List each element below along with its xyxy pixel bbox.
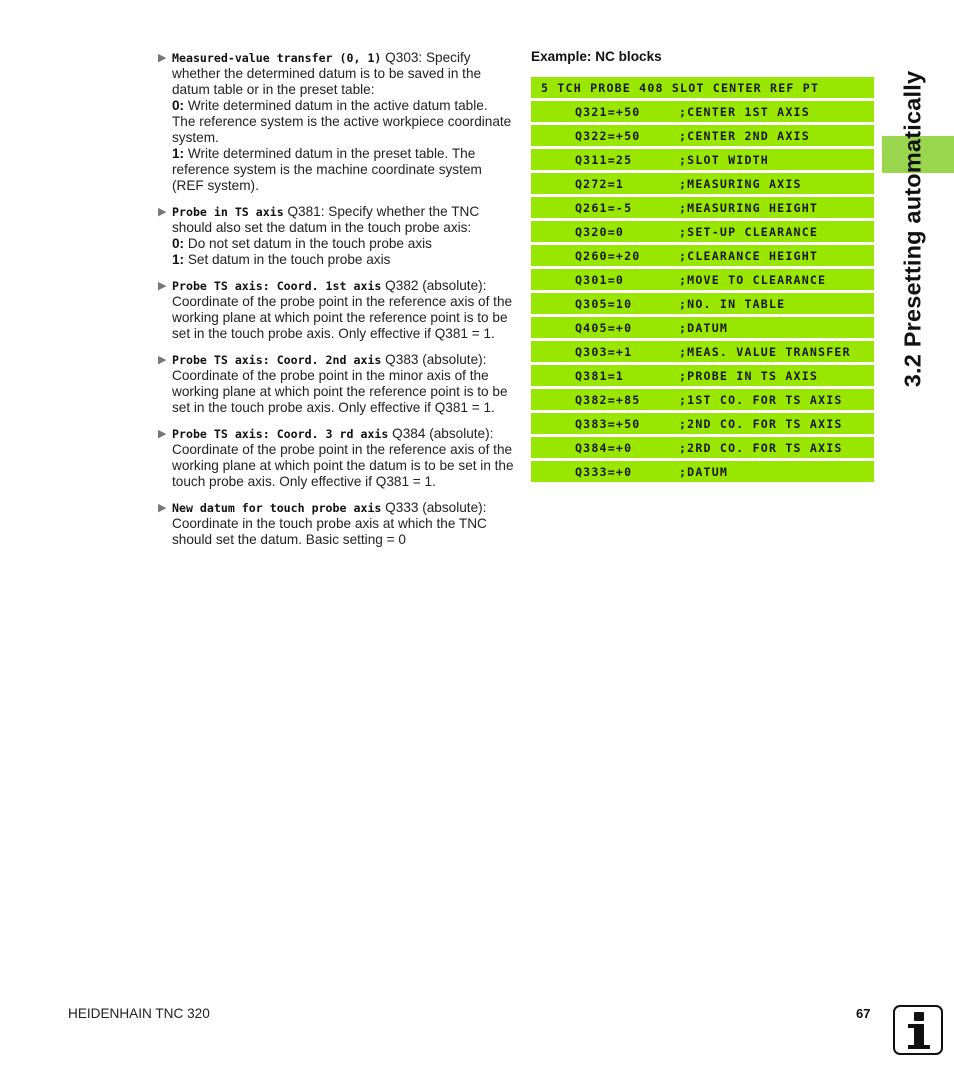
nc-parameter: Q303=+1 xyxy=(575,344,633,359)
nc-parameter: Q384=+0 xyxy=(575,440,633,455)
nc-line xyxy=(531,341,874,362)
nc-comment: ;MEAS. VALUE TRANSFER xyxy=(679,344,851,359)
nc-line xyxy=(531,125,874,146)
nc-line xyxy=(531,461,874,482)
parameter-text: Set datum in the touch probe axis xyxy=(184,252,391,267)
parameter-text: Write determined datum in the active datum table. The reference system is the active workpiece coordinate system. xyxy=(172,98,512,145)
parameter-list xyxy=(158,50,514,558)
nc-parameter: Q301=0 xyxy=(575,272,625,287)
nc-comment: ;DATUM xyxy=(679,464,729,479)
nc-line xyxy=(531,245,874,266)
nc-comment: ;1ST CO. FOR TS AXIS xyxy=(679,392,843,407)
nc-line xyxy=(531,173,874,194)
parameter-line xyxy=(172,278,514,342)
nc-comment: ;PROBE IN TS AXIS xyxy=(679,368,819,383)
nc-comment: ;NO. IN TABLE xyxy=(679,296,786,311)
nc-line xyxy=(531,293,874,314)
parameter-item xyxy=(158,352,514,416)
nc-line xyxy=(531,413,874,434)
nc-comment: ;DATUM xyxy=(679,320,729,335)
nc-comment: ;SET-UP CLEARANCE xyxy=(679,224,819,239)
triangle-right-icon: ▶ xyxy=(158,52,167,64)
parameter-text: Write determined datum in the preset table. The reference system is the machine coordinate system (REF system). xyxy=(172,146,482,193)
triangle-right-icon: ▶ xyxy=(158,280,167,292)
parameter-line xyxy=(172,352,514,416)
parameter-item xyxy=(158,426,514,490)
nc-comment: ;CENTER 1ST AXIS xyxy=(679,104,810,119)
nc-parameter: Q321=+50 xyxy=(575,104,641,119)
nc-line xyxy=(531,389,874,410)
parameter-line xyxy=(172,426,514,490)
parameter-line xyxy=(172,50,514,98)
parameter-line xyxy=(172,98,514,146)
nc-parameter: Q405=+0 xyxy=(575,320,633,335)
option-value: 0: xyxy=(172,236,185,251)
parameter-text: Do not set datum in the touch probe axis xyxy=(184,236,432,251)
nc-line xyxy=(531,437,874,458)
parameter-item xyxy=(158,500,514,548)
parameter-text: Q383 (absolute): Coordinate of the probe point in the minor axis of the working plane at which point the reference point is to be set in the touch probe axis. Only effective if Q381 = 1. xyxy=(172,352,508,415)
parameter-line xyxy=(172,252,514,268)
parameter-item xyxy=(158,204,514,268)
parameter-code: New datum for touch probe axis xyxy=(172,501,382,515)
nc-parameter: Q320=0 xyxy=(575,224,625,239)
nc-comment: ;2ND CO. FOR TS AXIS xyxy=(679,416,843,431)
nc-parameter: Q260=+20 xyxy=(575,248,641,263)
parameter-text: Q381: Specify whether the TNC should also set the datum in the touch probe axis: xyxy=(172,204,480,235)
parameter-code: Probe TS axis: Coord. 1st axis xyxy=(172,279,382,293)
nc-line xyxy=(531,317,874,338)
option-value: 1: xyxy=(172,252,185,267)
nc-parameter: Q272=1 xyxy=(575,176,625,191)
option-value: 1: xyxy=(172,146,185,161)
parameter-text: Q384 (absolute): Coordinate of the probe point in the reference axis of the working plane at which point the datum is to be set in the touch probe axis. Only effective if Q381 = 1. xyxy=(172,426,514,489)
nc-parameter: Q322=+50 xyxy=(575,128,641,143)
parameter-line xyxy=(172,204,514,236)
info-icon xyxy=(893,1005,943,1055)
parameter-line xyxy=(172,146,514,194)
nc-comment: ;CLEARANCE HEIGHT xyxy=(679,248,819,263)
nc-parameter: Q311=25 xyxy=(575,152,633,167)
nc-parameter: Q382=+85 xyxy=(575,392,641,407)
parameter-line xyxy=(172,500,514,548)
nc-line xyxy=(531,197,874,218)
nc-comment: ;SLOT WIDTH xyxy=(679,152,769,167)
parameter-text: Q382 (absolute): Coordinate of the probe point in the reference axis of the working plane at which point the reference point is to be set in the touch probe axis. Only effective if Q381 = 1. xyxy=(172,278,513,341)
parameter-item xyxy=(158,50,514,194)
nc-parameter: Q305=10 xyxy=(575,296,633,311)
parameter-text: Q333 (absolute): Coordinate in the touch probe axis at which the TNC should set the datum. Basic setting = 0 xyxy=(172,500,487,547)
parameter-line xyxy=(172,236,514,252)
nc-parameter: Q381=1 xyxy=(575,368,625,383)
nc-parameter: Q333=+0 xyxy=(575,464,633,479)
nc-header-line: 5 TCH PROBE 408 SLOT CENTER REF PT xyxy=(531,77,874,98)
triangle-right-icon: ▶ xyxy=(158,354,167,366)
nc-parameter: Q261=-5 xyxy=(575,200,633,215)
nc-line xyxy=(531,101,874,122)
example-title: Example: NC blocks xyxy=(531,49,662,64)
triangle-right-icon: ▶ xyxy=(158,428,167,440)
nc-comment: ;MEASURING HEIGHT xyxy=(679,200,819,215)
triangle-right-icon: ▶ xyxy=(158,502,167,514)
nc-parameter: Q383=+50 xyxy=(575,416,641,431)
parameter-code: Probe TS axis: Coord. 3 rd axis xyxy=(172,427,389,441)
parameter-item xyxy=(158,278,514,342)
nc-comment: ;2RD CO. FOR TS AXIS xyxy=(679,440,843,455)
nc-comment: ;MEASURING AXIS xyxy=(679,176,802,191)
page-number: 67 xyxy=(856,1006,871,1021)
chapter-title-text: 3.2 Presetting automatically xyxy=(899,70,926,388)
nc-line xyxy=(531,365,874,386)
option-value: 0: xyxy=(172,98,185,113)
nc-program-block xyxy=(531,77,874,485)
nc-comment: ;CENTER 2ND AXIS xyxy=(679,128,810,143)
nc-line xyxy=(531,269,874,290)
nc-comment: ;MOVE TO CLEARANCE xyxy=(679,272,827,287)
parameter-code: Probe in TS axis xyxy=(172,205,284,219)
nc-line xyxy=(531,221,874,242)
triangle-right-icon: ▶ xyxy=(158,206,167,218)
footer-product-name: HEIDENHAIN TNC 320 xyxy=(68,1006,210,1021)
nc-line xyxy=(531,149,874,170)
parameter-text: Q303: Specify whether the determined datum is to be saved in the datum table or in the preset table: xyxy=(172,50,482,97)
parameter-code: Probe TS axis: Coord. 2nd axis xyxy=(172,353,382,367)
parameter-code: Measured-value transfer (0, 1) xyxy=(172,51,382,65)
